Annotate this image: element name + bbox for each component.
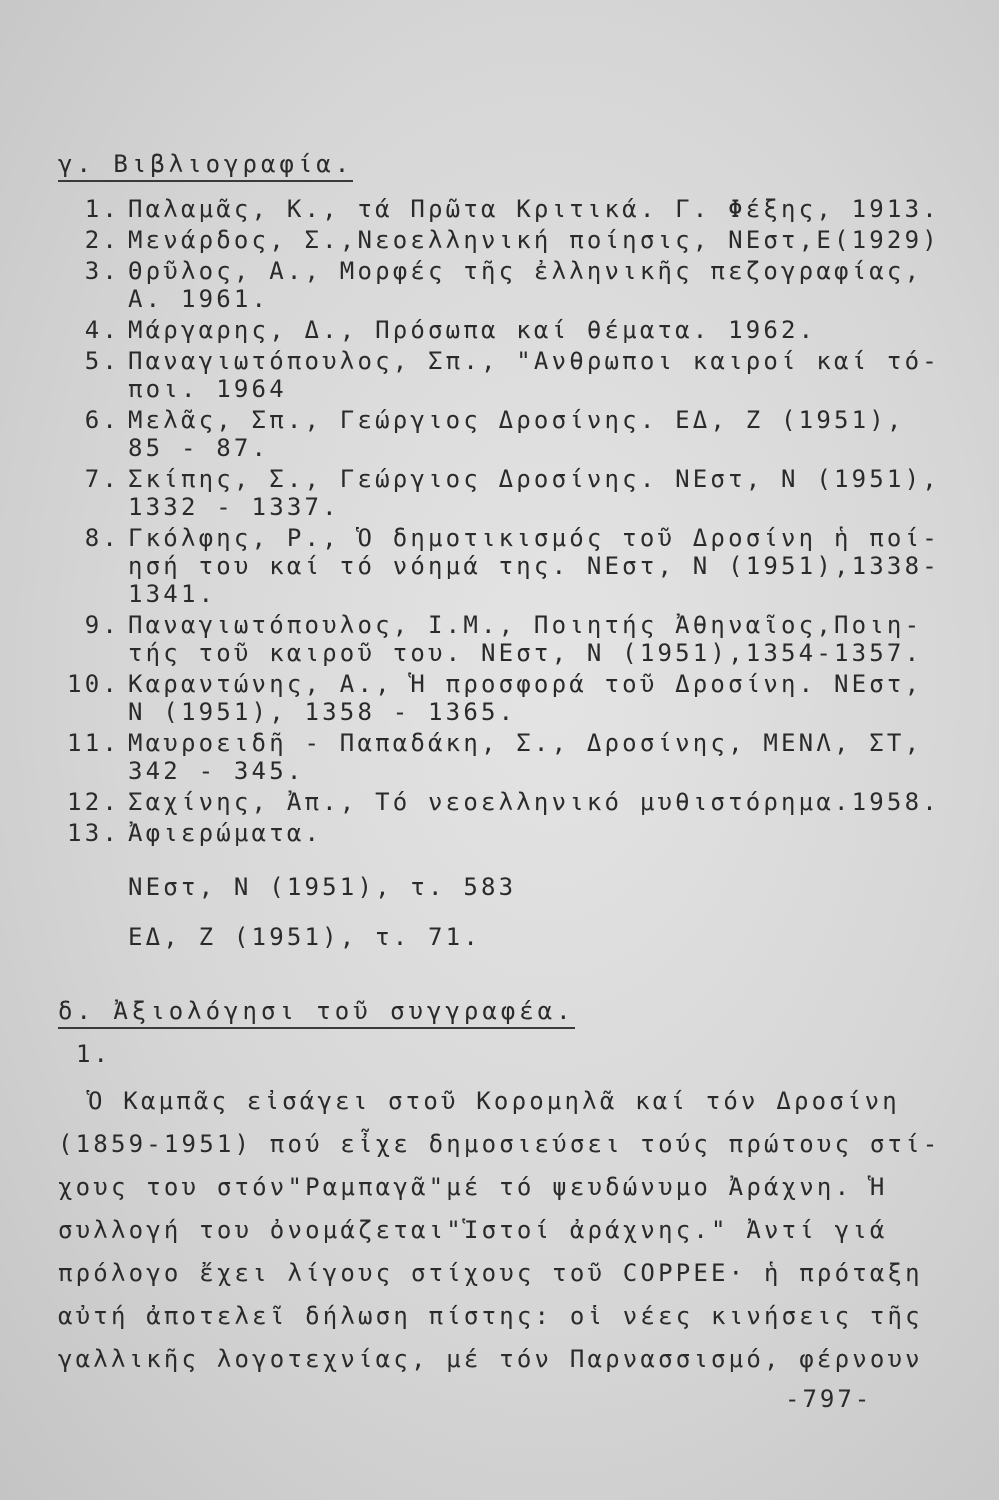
entry-line: τής τοῦ καιροῦ του. ΝΕστ, Ν (1951),1354-1357. <box>128 639 923 667</box>
entry-number: 11. <box>67 729 120 757</box>
continuation-line: ΕΔ, Ζ (1951), τ. 71. <box>128 923 481 951</box>
entry-line: Σκίπης, Σ., Γεώργιος Δροσίνης. ΝΕστ, Ν (1951), <box>128 465 940 493</box>
paragraph-line: συλλογή του ὀνομάζεται"Ἱστοί ἀράχνης." Ἀντί γιά <box>58 1216 888 1244</box>
entry-number: 7. <box>84 465 120 493</box>
entry-line: 342 - 345. <box>128 757 305 785</box>
paragraph-line: Ὁ Καμπᾶς εἰσάγει στοῦ Κορομηλᾶ καί τόν Δροσίνη <box>88 1087 900 1115</box>
entry-line: Γκόλφης, Ρ., Ὁ δημοτικισμός τοῦ Δροσίνη ἡ ποί- <box>128 524 940 552</box>
entry-line: Ν (1951), 1358 - 1365. <box>128 698 517 726</box>
entry-line: Παλαμᾶς, Κ., τά Πρῶτα Κριτικά. Γ. Φέξης, 1913. <box>128 195 940 223</box>
entry-number: 10. <box>67 670 120 698</box>
entry-line: Παναγιωτόπουλος, Ι.Μ., Ποιητής Ἀθηναῖος,Ποιη- <box>128 611 923 639</box>
entry-number: 6. <box>84 406 120 434</box>
evaluation-paragraph <box>58 1080 941 1381</box>
bibliography-entry <box>60 347 940 403</box>
bibliography-continuation <box>128 873 516 951</box>
entry-number: 2. <box>84 226 120 254</box>
entry-line: Μενάρδος, Σ.,Νεοελληνική ποίησις, ΝΕστ,Ε(1929) <box>128 226 940 254</box>
entry-line: Παναγιωτόπουλος, Σπ., "Ανθρωποι καιροί καί τό- <box>128 347 940 375</box>
paragraph-line: (1859-1951) πού εἶχε δημοσιεύσει τούς πρώτους στί- <box>58 1130 941 1158</box>
page-number: -797- <box>785 1385 873 1413</box>
entry-number: 1. <box>84 195 120 223</box>
bibliography-entry <box>60 316 910 344</box>
continuation-line: ΝΕστ, Ν (1951), τ. 583 <box>128 873 517 901</box>
paragraph-line: γαλλικῆς λογοτεχνίας, μέ τόν Παρνασσισμό, φέρνουν <box>58 1345 923 1373</box>
paragraph-line: χους του στόν"Ραμπαγᾶ"μέ τό ψευδώνυμο Ἀράχνη. Ἡ <box>58 1173 888 1201</box>
bibliography-entry <box>60 226 940 254</box>
entry-number: 8. <box>84 524 120 552</box>
entry-line: Καραντώνης, Α., Ἡ προσφορά τοῦ Δροσίνη. ΝΕστ, <box>128 670 923 698</box>
entry-line: Θρῦλος, Α., Μορφές τῆς ἐλληνικῆς πεζογραφίας, <box>128 257 923 285</box>
entry-line: 85 - 87. <box>128 434 270 462</box>
bibliography-entry <box>60 611 923 667</box>
bibliography-entry <box>60 257 923 313</box>
bibliography-entry <box>60 524 940 608</box>
entry-number: 4. <box>84 316 120 344</box>
entry-line: 1341. <box>128 580 217 608</box>
entry-number: 12. <box>67 788 120 816</box>
bibliography-entry <box>60 819 910 847</box>
entry-number: 9. <box>84 611 120 639</box>
bibliography-entry <box>60 465 940 521</box>
entry-number: 3. <box>84 257 120 285</box>
paragraph-number: 1. <box>76 1040 111 1068</box>
entry-line: Σαχίνης, Ἀπ., Τό νεοελληνικό μυθιστόρημα.1958. <box>128 788 940 816</box>
evaluation-heading: δ. Ἀξιολόγησι τοῦ συγγραφέα. <box>58 997 575 1029</box>
bibliography-entry <box>60 195 940 223</box>
entry-line: Μελᾶς, Σπ., Γεώργιος Δροσίνης. ΕΔ, Ζ (1951), <box>128 406 905 434</box>
bibliography-entry <box>60 788 940 816</box>
entry-line: ησή του καί τό νόημά της. ΝΕστ, Ν (1951),1338- <box>128 552 940 580</box>
bibliography-entry <box>60 729 923 785</box>
entry-number: 5. <box>84 347 120 375</box>
entry-line: Μάργαρης, Δ., Πρόσωπα καί θέματα. 1962. <box>128 316 817 344</box>
paragraph-line: πρόλογο ἔχει λίγους στίχους τοῦ COPPEE· ἡ πρόταξη <box>58 1259 923 1287</box>
entry-number: 13. <box>67 819 120 847</box>
entry-line: 1332 - 1337. <box>128 493 340 521</box>
paragraph-line: αὐτή ἀποτελεῖ δήλωση πίστης: οἱ νέες κινήσεις τῆς <box>58 1302 923 1330</box>
bibliography-entry <box>60 406 910 462</box>
entry-line: Α. 1961. <box>128 285 270 313</box>
bibliography-list <box>60 195 940 850</box>
entry-line: Ἀφιερώματα. <box>128 819 323 847</box>
bibliography-heading: γ. Βιβλιογραφία. <box>58 150 353 182</box>
bibliography-entry <box>60 670 923 726</box>
entry-line: ποι. 1964 <box>128 375 287 403</box>
entry-line: Μαυροειδῆ - Παπαδάκη, Σ., Δροσίνης, ΜΕΝΛ, ΣΤ, <box>128 729 923 757</box>
